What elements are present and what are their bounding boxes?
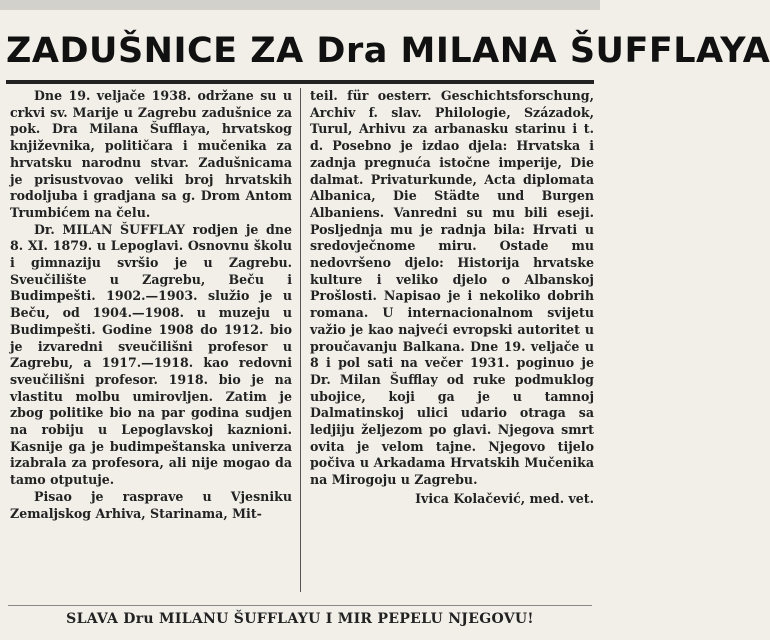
right-column — [310, 88, 594, 598]
closing-line: SLAVA Dru MILANU ŠUFFLAYU I MIR PEPELU NJEGOVU! — [8, 605, 592, 632]
left-column — [10, 88, 292, 598]
top-rule — [0, 0, 600, 10]
paragraph-works-start: Pisao je rasprave u Vjesniku Zemaljskog Arhiva, Starinama, Mit- — [10, 488, 292, 521]
column-divider — [300, 88, 301, 592]
headline: ZADUŠNICE ZA Dra MILANA ŠUFFLAYA — [6, 22, 594, 84]
paragraph-memorial: Dne 19. veljače 1938. održane su u crkvi sv. Marije u Zagrebu zadušnice za pok. Dra Milana Šufflaya, hrvatskog književnika, političara i mučenika za hrvatsku narodnu stvar. Zadušnicama je prisustvovao veliki broj hrvatskih rodoljuba i gradjana sa g. Drom Antom Trumbićem na čelu. — [10, 88, 292, 220]
paragraph-works-continued: teil. für oesterr. Geschichtsforschung, Archiv f. slav. Philologie, Századok, Turul, Arhivu za arbanasku starinu i t. d. Posebno je izdao djela: Hrvatska i zadnja pregnuća istočne imperije, Die dalmat. Privaturkunde, Acta diplomata Albanica, Die Städte und Burgen Albaniens. Vanredni su mu bili eseji. Posljednja mu je radnja bila: Hrvati u sredovječnome miru. Ostade mu nedovršeno djelo: Historija hrvatske kulture i veliko djelo o Albanskoj Prošlosti. Napisao je i nekoliko dobrih romana. U internacionalnom svijetu važio je kao najveći evropski autoritet u proučavanju Balkana. Dne 19. veljače u 8 i pol sati na večer 1931. poginuo je Dr. Milan Šufflay od ruke podmuklog ubojice, koji ga je u tamnoj Dalmatinskoj ulici udario otraga sa ledjiju željezom po glavi. Njegova smrt ovita je velom tajne. Njegovo tijelo počiva u Arkadama Hrvatskih Mučenika na Mirogoju u Zagrebu. — [310, 88, 594, 488]
author-signature: Ivica Kolačević, med. vet. — [415, 490, 594, 506]
paragraph-biography: Dr. MILAN ŠUFFLAY rodjen je dne 8. XI. 1879. u Lepoglavi. Osnovnu školu i gimnaziju svršio je u Zagrebu. Sveučilište u Zagrebu, Beču i Budimpešti. 1902.—1903. služio je u Beču, od 1904.—1908. u muzeju u Budimpešti. Godine 1908 do 1912. bio je izvaredni sveučilišni profesor u Zagrebu, a 1917.—1918. kao redovni sveučilišni profesor. 1918. bio je na vlastitu molbu umirovljen. Zatim je zbog politike bio na par godina sudjen na robiju u Lepoglavskoj kaznioni. Kasnije ga je budimpeštanska univerza izabrala za profesora, ali nije mogao da tamo otputuje. — [10, 221, 292, 488]
